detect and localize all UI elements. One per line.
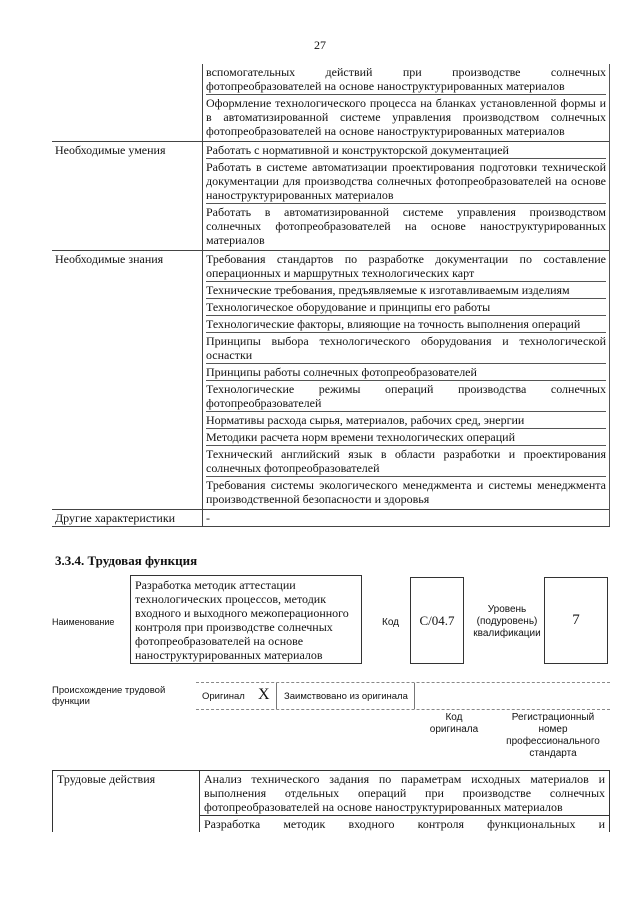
- knowledge-item: Технический английский язык в области разработки и проектирования солнечных фотопреобразователей: [206, 447, 606, 475]
- knowledge-item: Технологическое оборудование и принципы его работы: [206, 300, 606, 316]
- continued-row: [52, 64, 610, 142]
- knowledge-item: Методики расчета норм времени технологических операций: [206, 430, 606, 446]
- code-original-label: Код оригинала: [429, 712, 479, 735]
- skill-item: Работать с нормативной и конструкторской документацией: [206, 143, 606, 159]
- origin-label-text: Происхождение трудовой функции: [52, 685, 166, 707]
- skills-items-cell: [203, 142, 610, 251]
- knowledge-item: Требования системы экологического менеджмента и системы менеджмента производственной безопасности и здоровья: [206, 478, 606, 506]
- other-label: Другие характеристики: [52, 510, 203, 527]
- action-item: [200, 771, 610, 816]
- name-label: Наименование: [52, 617, 115, 627]
- function-name: Разработка методик аттестации технологических процессов, методик входного и выходного межоперационного контроля при производстве солнечных фотопреобразователей на основе наноструктурированных материалов: [130, 575, 362, 664]
- continued-items-cell: [203, 64, 610, 142]
- section-heading: 3.3.4. Трудовая функция: [55, 553, 198, 568]
- continued-label-cell: [52, 64, 203, 142]
- level-value: 7: [544, 577, 608, 664]
- knowledge-item: Принципы работы солнечных фотопреобразователей: [206, 365, 606, 381]
- borrowed-label: Заимствовано из оригинала: [284, 691, 408, 702]
- code-label: Код: [382, 617, 400, 628]
- original-label: Оригинал: [202, 691, 245, 702]
- continued-item: вспомогательных действий при производстве солнечных фотопреобразователей на основе наноструктурированных материалов: [206, 65, 606, 93]
- skills-row: [52, 142, 610, 251]
- skill-item: Работать в системе автоматизации проектирования подготовки технической документации для производства солнечных фотопреобразователей на основе наноструктурированных материалов: [206, 160, 606, 202]
- origin-label: [52, 685, 192, 707]
- origin-row: [196, 682, 610, 710]
- action-text: Разработка методик входного контроля функциональных и: [204, 817, 605, 831]
- code-value: C/04.7: [410, 577, 464, 664]
- other-value: -: [203, 510, 610, 527]
- continued-item: Оформление технологического процесса на бланках установленной формы и в автоматизированной системе управления производством солнечных фотопреобразователей на основе наноструктурированных материалов: [206, 96, 606, 138]
- actions-label: Трудовые действия: [53, 771, 200, 833]
- reg-number-label: Регистрационный номер профессионального стандарта: [506, 712, 600, 759]
- knowledge-item: Технологические режимы операций производства солнечных фотопреобразователей: [206, 382, 606, 410]
- action-item: [200, 816, 610, 833]
- knowledge-item: Принципы выбора технологического оборудования и технологической оснастки: [206, 334, 606, 362]
- knowledge-item: Требования стандартов по разработке документации по составление операционных и маршрутных технологических карт: [206, 252, 606, 280]
- knowledge-item: Технические требования, предъявляемые к изготавливаемым изделиям: [206, 283, 606, 299]
- level-label: Уровень (подуровень) квалификации: [473, 604, 541, 639]
- skills-label: Необходимые умения: [52, 142, 203, 251]
- knowledge-items-cell: [203, 251, 610, 510]
- origin-divider: [414, 683, 415, 709]
- origin-divider: [276, 683, 277, 709]
- requirements-table: [52, 64, 610, 527]
- action-text: Анализ технического задания по параметрам исходных материалов и выполнения отдельных операций при производстве солнечных фотопреобразователей на основе наноструктурированных материалов: [204, 772, 605, 814]
- actions-table: [52, 770, 610, 832]
- knowledge-item: Нормативы расхода сырья, материалов, рабочих сред, энергии: [206, 413, 606, 429]
- actions-row: [53, 771, 610, 816]
- knowledge-label: Необходимые знания: [52, 251, 203, 510]
- knowledge-item: Технологические факторы, влияющие на точность выполнения операций: [206, 317, 606, 333]
- other-row: [52, 510, 610, 527]
- skill-item: Работать в автоматизированной системе управления производством солнечных фотопреобразователей на основе наноструктурированных материалов: [206, 205, 606, 247]
- page-number: 27: [314, 38, 326, 52]
- knowledge-row: [52, 251, 610, 510]
- original-mark: X: [258, 686, 270, 703]
